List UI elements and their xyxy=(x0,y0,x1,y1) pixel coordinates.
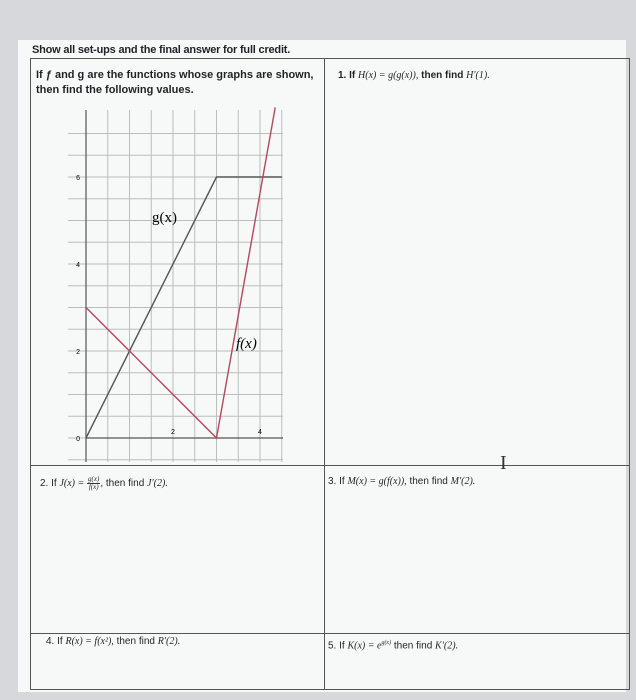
f-graph-line xyxy=(86,107,275,438)
y-tick-label: 4 xyxy=(76,262,80,269)
instructions-header: Show all set-ups and the final answer for full credit. xyxy=(32,44,291,56)
f-label: f(x) xyxy=(236,336,257,352)
x-tick-label: 2 xyxy=(171,429,175,436)
g-label: g(x) xyxy=(152,210,177,226)
y-tick-label: 2 xyxy=(76,349,80,356)
question-2: 2. If J(x) = $\frac{g(x)}{f(x)}$ , then find J′(2). xyxy=(40,475,168,491)
fraction: $\frac{g(x)}{f(x)}$ xyxy=(88,475,100,491)
intro-text: If ƒ and g are the functions whose graphs are shown, then find the following values. xyxy=(36,69,314,96)
question-5: 5. If $K(x) = e^{g(x)}$ then find K′(2). xyxy=(328,640,459,652)
center-divider xyxy=(324,59,325,690)
question-4: 4. If R(x) = f(x²), then find R′(2). xyxy=(46,636,181,647)
x-tick-label: 4 xyxy=(258,429,262,436)
question-3: 3. If M(x) = g(f(x)), then find M′(2). xyxy=(328,476,476,487)
row-divider-2 xyxy=(31,633,629,634)
question-1: 1. If H(x) = g(g(x)), then find H′(1). xyxy=(338,70,490,81)
y-tick-label: 0 xyxy=(76,436,80,443)
text-cursor-icon: I xyxy=(500,452,507,474)
function-graph xyxy=(68,100,288,465)
row-divider-1 xyxy=(31,465,629,466)
y-tick-label: 6 xyxy=(76,175,80,182)
